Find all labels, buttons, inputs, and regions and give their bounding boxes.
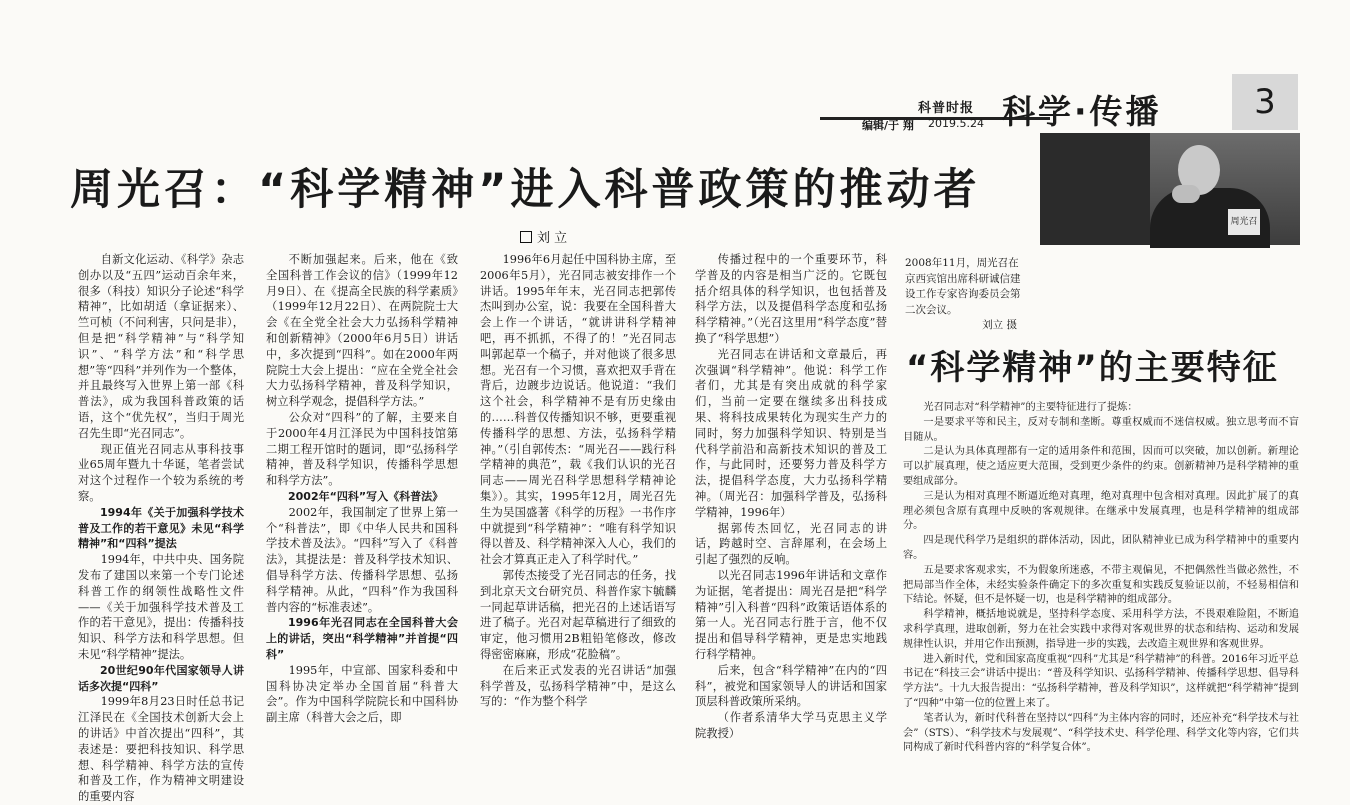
paragraph: 以光召同志1996年讲话和文章作为证据，笔者提出：周光召是把“科学精神”引入科普“四科”政策话语体系的第一人。光召同志行胜于言，他不仅提出和倡导科学精神，更是忠实地践行科学精神。 <box>695 568 887 661</box>
photo-caption <box>905 256 1027 334</box>
paragraph: 据郭传杰回忆，光召同志的讲话，跨越时空、言辞犀利，在会场上引起了强烈的反响。 <box>695 521 887 567</box>
paragraph: 2002年，我国制定了世界上第一个“科普法”，即《中华人民共和国科学技术普及法》。“四科”写入了《科普法》，其提法是：普及科学技术知识、倡导科学方法、传播科学思想、弘扬科学精神。从此，“四科”作为我国科普内容的“标准表述”。 <box>266 505 458 614</box>
paragraph: 1999年8月23日时任总书记江泽民在《全国技术创新大会上的讲话》中首次提出“四科”，其表述是：要把科技知识、科学思想、科学精神、科学方法的宣传和普及工作，作为精神文明建设的重要内容 <box>78 695 244 804</box>
article-column-3 <box>480 252 676 735</box>
name-card: 周光召 <box>1228 209 1260 235</box>
sub-headline: “科学精神”的主要特征 <box>906 348 1279 388</box>
paragraph: 自新文化运动、《科学》杂志创办以及“五四”运动百余年来，很多（科技）知识分子论述“科学精神”，比如胡适（拿证据来）、竺可桢（不问利害，只问是非），但是把“科学精神”与“科学知识”、“科学方法”和“科学思想”等“四科”并列作为一个整体，并且最终写入世界上第一部《科普法》，成为我国科普政策的话语，这个“优先权”，当归于周光召先生即“光召同志”。 <box>78 253 244 440</box>
feature-paragraph: 五是要求客观求实，不为假象所迷惑，不带主观偏见，不把偶然性当做必然性，不把局部当作全体，未经实验条件确定下的多次重复和实践反复验证以前，不轻易相信和下结论。怀疑，但不是怀疑一切，也是科学精神的组成部分。 <box>903 564 1299 606</box>
byline-box-icon <box>520 231 532 243</box>
editor-credit: 编辑/于 翔 <box>862 119 914 132</box>
section-title: 科学·传播 <box>1002 92 1162 131</box>
portrait-photo <box>1040 133 1300 245</box>
paragraph: 后来，包含“科学精神”在内的“四科”，被党和国家领导人的讲话和国家顶层科普政策所采纳。 <box>695 663 887 709</box>
paragraph: 郭传杰接受了光召同志的任务，找到北京天文台研究员、科普作家卞毓麟一同起草讲话稿，把光召的上述话语写进了稿子。光召对起草稿进行了细致的审定，他习惯用2B粗铅笔修改，修改得密密麻麻，形成“花脸稿”。 <box>480 568 676 661</box>
feature-paragraph: 一是要求平等和民主，反对专制和垄断。尊重权威而不迷信权威。独立思考而不盲目随从。 <box>903 416 1299 443</box>
feature-paragraph: 三是认为相对真理不断逼近绝对真理，绝对真理中包含相对真理。因此扩展了的真理必须包含原有真理中反映的客观规律。在继承中发展真理，也是科学精神的组成部分。 <box>903 490 1299 532</box>
paper-name: 科普时报 <box>918 101 975 116</box>
section-heading: 1996年光召同志在全国科普大会上的讲话，突出“科学精神”并首提“四科” <box>266 616 458 661</box>
section-heading: 2002年“四科”写入《科普法》 <box>288 489 444 503</box>
paragraph: 在后来正式发表的光召讲话“加强科学普及，弘扬科学精神”中，是这么写的：“作为整个科学 <box>480 663 676 709</box>
feature-paragraph: 科学精神，概括地说就是，坚持科学态度、采用科学方法，不畏艰难险阻，不断追求科学真理，进取创新，努力在社会实践中求得对客观世界的状态和结构、运动和发展规律性认识，并用它作出预测，指导进一步的实践，去改造主观世界和客观世界。 <box>903 609 1299 650</box>
caption-text: 2008年11月，周光召在京西宾馆出席科研诚信建设工作专家咨询委员会第二次会议。 <box>905 257 1021 316</box>
issue-date: 2019.5.24 <box>928 117 984 130</box>
features-article <box>903 401 1299 756</box>
feature-paragraph: 四是现代科学乃是组织的群体活动，因此，团队精神业已成为科学精神中的重要内容。 <box>903 535 1299 561</box>
article-column-4 <box>695 252 887 740</box>
paragraph: （作者系清华大学马克思主义学院教授） <box>695 711 887 740</box>
section-heading: 20世纪90年代国家领导人讲话多次提“四科” <box>78 663 244 693</box>
section-heading: 1994年《关于加强科学技术普及工作的若干意见》未见“科学精神”和“四科”提法 <box>78 505 244 551</box>
paragraph: 不断加强起来。后来，他在《致全国科普工作会议的信》（1999年12月9日）、在《提高全民族的科学素质》（1999年12月22日）、在两院院士大会《在全党全社会大力弘扬科学精神和创新精神》（2000年6月5日）讲话中，多次提到“四科”。如在2000年两院院士大会上提出：“应在全党全社会大力弘扬科学精神，普及科学知识，树立科学观念，提倡科学方法。” <box>266 253 458 409</box>
article-column-2 <box>266 252 458 735</box>
paragraph: 1996年6月起任中国科协主席，至2006年5月），光召同志被安排作一个讲话。1995年年末，光召同志把郭传杰叫到办公室，说：我要在全国科普大会上作一个讲话，“就讲讲科学精神吧，再不抓抓，不得了的！”光召同志叫郭起草一个稿子，并对他谈了很多思想。光召有一个习惯，喜欢把双手背在背后，边踱步边说话。他说道：“我们这个社会，科学精神不是有历史缘由的……科普仅传播知识不够，更要重视传播科学的思想、方法，弘扬科学精神。”（引自郭传杰：“周光召——践行科学精神的典范”，载《我们认识的光召同志——周光召科学思想科学精神论集》）。其实，1995年12月，周光召先生为吴国盛著《科学的历程》一书作序中就提到“科学精神”：“唯有科学知识得以普及、科学精神深入人心，我们的社会才算真正走入了科学时代。” <box>480 253 676 567</box>
headline: 周光召：“科学精神”进入科普政策的推动者 <box>70 165 981 215</box>
paragraph: 光召同志在讲话和文章最后，再次强调“科学精神”。他说：科学工作者们，尤其是有突出成就的科学家们，当前一定要在继续多出科技成果、将科技成果转化为现实生产力的同时，努力加强科学知识、特别是当代科学前沿和高新技术知识的普及工作，与此同时，还要努力普及科学方法，提倡科学态度，大力弘扬科学精神。（周光召：加强科学普及，弘扬科学精神，1996年） <box>695 347 887 519</box>
paragraph: 公众对“四科”的了解，主要来自于2000年4月江泽民为中国科技馆第二期工程开馆时的题词，即“弘扬科学精神，普及科学知识，传播科学思想和科学方法”。 <box>266 410 458 488</box>
feature-paragraph: 笔者认为，新时代科普在坚持以“四科”为主体内容的同时，还应补充“科学技术与社会”（STS）、“科学技术与发展观”、“科学技术史、科学伦理、科学文化等内容，它们共同构成了新时代科普内容的“科学复合体”。 <box>903 712 1299 754</box>
paragraph: 1995年，中宣部、国家科委和中国科协决定举办全国首届“科普大会”。作为中国科学院院长和中国科协副主席（科普大会之后，即 <box>266 663 458 725</box>
byline <box>520 227 567 246</box>
feature-paragraph: 二是认为具体真理都有一定的适用条件和范围，因而可以突破，加以创新。新理论可以扩展真理，使之适应更大范围，受到更少条件的约束。创新精神乃是科学精神的重要组成部分。 <box>903 446 1299 487</box>
feature-paragraph: 光召同志对“科学精神”的主要特征进行了提炼： <box>923 402 1138 413</box>
feature-paragraph: 进入新时代，党和国家高度重视“四科”尤其是“科学精神”的科普。2016年习近平总书记在“科技三会”讲话中提出：“普及科学知识、弘扬科学精神、传播科学思想、倡导科学方法”。十九大报告提出：“弘扬科学精神，普及科学知识”，这样就把“科学精神”提到了“四种”中第一位的位置上来了。 <box>903 653 1299 709</box>
paragraph: 1994年，中共中央、国务院发布了建国以来第一个专门论述科普工作的纲领性战略性文件——《关于加强科学技术普及工作的若干意见》，提出：传播科技知识、科学方法和科学思想。但未见“科学精神”提法。 <box>78 553 244 661</box>
byline-author: 刘 立 <box>537 231 568 246</box>
paragraph: 传播过程中的一个重要环节，科学普及的内容是相当广泛的。它既包括介绍具体的科学知识，也包括普及科学方法，以及提倡科学态度和弘扬科学精神。”（光召这里用“科学态度”替换了“科学思想”） <box>695 253 887 345</box>
paragraph: 现正值光召同志从事科技事业65周年暨九十华诞，笔者尝试对这个过程作一个较为系统的考察。 <box>78 442 244 503</box>
photo-credit: 刘立 摄 <box>982 319 1017 331</box>
page-number: 3 <box>1232 74 1298 130</box>
article-column-1 <box>78 252 244 804</box>
